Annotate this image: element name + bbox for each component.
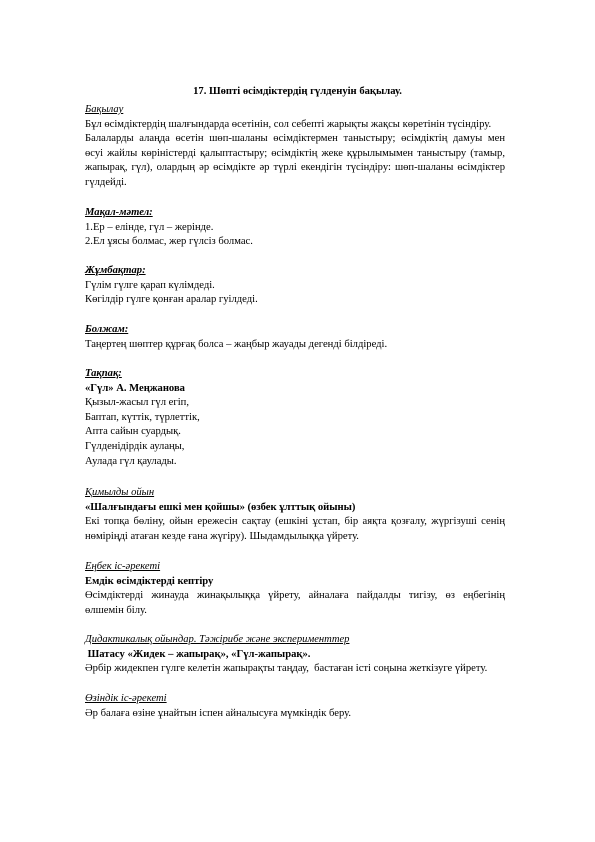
section-observation [85,103,505,191]
section-forecast [85,323,505,352]
text-line: жапырақ, гүл), олардың әр өсімдікте әр түрлі екендігін түсіндіру: шөп-шаланы өсімдіктер [85,162,505,174]
section-independent-activity [85,692,505,721]
text-line: Көгілдір гүлге қонған аралар гуілдеді. [85,294,258,306]
section-heading: Тақпақ: [85,368,122,379]
section-active-game [85,486,505,544]
section-proverbs [85,206,505,250]
text-line: 1.Ер – елінде, гүл – жерінде. [85,221,214,233]
section-labor [85,560,505,618]
text-line: нөміріңді атаған кезде ғана жүгіру). Шыдамдылыққа үйрету. [85,530,359,542]
poem-line: Баптап, күттік, түрлеттік, [85,411,200,423]
page-title: 17. Шөпті өсімдіктердің гүлденуін бақылау. [193,85,402,97]
text-line: өлшемін білу. [85,604,147,616]
text-line: өсуі жайлы көріністерді қалыптастыру; өсімдіктің жеке құрылымымен таныстыру (тамыр, [85,147,505,159]
text-line: Гүлім гүлге қарап күлімдеді. [85,279,215,291]
section-didactic-games [85,633,505,677]
game-title: «Шалғындағы ешкі мен қойшы» (өзбек ұлттық ойыны) [85,501,356,513]
section-poem [85,367,505,469]
poem-line: Аулада гүл қаулады. [85,455,177,467]
text-line: Бұл өсімдіктердің шалғындарда өсетінін, сол себепті жарықты жақсы көретінін түсіндіру. [85,118,492,130]
section-heading: Еңбек іс-әрекеті [85,561,161,572]
section-heading: Жұмбақтар: [85,265,146,276]
text-line: Екі топқа бөліну, ойын ережесін сақтау (ешкіні ұстап, бір аяқта қозғалу, жүргізуші сенің [85,516,505,528]
text-line: гүлдейді. [85,176,127,188]
text-line: Әр балаға өзіне ұнайтын іспен айналысуға мүмкіндік беру. [85,707,352,719]
section-heading: Болжам: [85,324,129,335]
section-heading: Қимылды ойын [85,487,155,498]
poem-line: Қызыл-жасыл гүл егіп, [85,397,189,409]
text-line: Таңертең шөптер құрғақ болса – жаңбыр жауады дегенді білдіреді. [85,338,388,350]
labor-title: Емдік өсімдіктерді кептіру [85,575,214,587]
text-line: Балаларды алаңда өсетін шөп-шаланы өсімдіктермен таныстыру; өсімдіктің дамуы мен [85,133,505,145]
section-heading: Бақылау [85,104,124,115]
text-line: Әрбір жидекпен гүлге келетін жапырақты таңдау, бастаған істі соңына жеткізуге үйрету. [85,663,488,675]
text-line: 2.Ел ұясы болмас, жер гүлсіз болмас. [85,236,253,248]
poem-title: «Гүл» А. Меңжанова [85,382,185,394]
poem-line: Апта сайын суардық. [85,426,181,438]
section-heading: Мақал-мәтел: [85,207,153,218]
game-title: Шатасу «Жидек – жапырақ», «Гүл-жапырақ». [85,648,311,660]
section-heading: Дидактикалық ойындар. Тәжірибе және эксперименттер [85,634,350,645]
poem-line: Гүлденідірдік аулаңы, [85,440,185,452]
section-heading: Өзіндік іс-әрекеті [85,693,167,704]
text-line: Өсімдіктерді жинауда жинақылыққа үйрету, айналаға пайдалды тигізу, өз еңбегінің [85,590,505,602]
section-riddles [85,264,505,308]
